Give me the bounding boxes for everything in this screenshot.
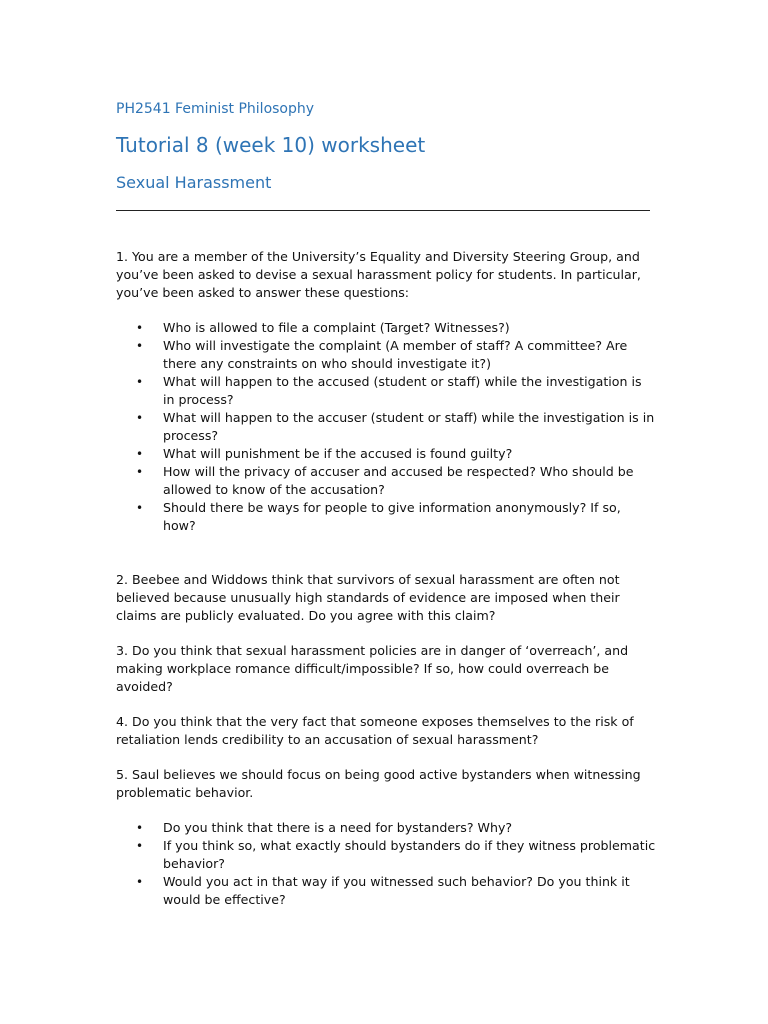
question-4: 4. Do you think that the very fact that someone exposes themselves to the risk of retaliation lends credibility to an accusation of sexual harassment? [116,714,634,747]
list-item: • How will the privacy of accuser and accused be respected? Who should be allowed to know of the accusation? [136,464,634,497]
question-5: 5. Saul believes we should focus on being good active bystanders when witnessing problematic behavior. [116,767,641,800]
question-1-bullet-list [116,319,656,535]
bullet-icon: • [136,375,144,389]
question-5-bullet-list [116,819,656,909]
list-item: • Should there be ways for people to give information anonymously? If so, how? [136,500,621,533]
list-item: • What will punishment be if the accused is found guilty? [136,446,513,461]
bullet-icon: • [136,839,144,853]
list-item: • Would you act in that way if you witnessed such behavior? Do you think it would be effective? [136,874,630,907]
bullet-icon: • [136,875,144,889]
question-1: 1. You are a member of the University’s Equality and Diversity Steering Group, and you’ve been asked to devise a sexual harassment policy for students. In particular, you’ve been asked to answer these questions: [116,249,641,300]
bullet-icon: • [136,465,144,479]
list-item: • What will happen to the accused (student or staff) while the investigation is in process? [136,374,642,407]
bullet-icon: • [136,821,144,835]
worksheet-title: Tutorial 8 (week 10) worksheet [116,133,426,157]
bullet-icon: • [136,411,144,425]
list-item: • Do you think that there is a need for bystanders? Why? [136,820,513,835]
list-item: • Who is allowed to file a complaint (Target? Witnesses?) [136,320,510,335]
bullet-icon: • [136,321,144,335]
list-item: • Who will investigate the complaint (A member of staff? A committee? Are there any constraints on who should investigate it?) [136,338,628,371]
course-heading: PH2541 Feminist Philosophy [116,101,315,117]
worksheet-body [116,248,656,909]
list-item: • What will happen to the accuser (student or staff) while the investigation is in process? [136,410,655,443]
bullet-icon: • [136,447,144,461]
list-item: • If you think so, what exactly should bystanders do if they witness problematic behavior? [136,838,656,871]
question-2: 2. Beebee and Widdows think that survivors of sexual harassment are often not believed because unusually high standards of evidence are imposed when their claims are publicly evaluated. Do you agree with this claim? [116,572,620,623]
bullet-icon: • [136,501,144,515]
question-3: 3. Do you think that sexual harassment policies are in danger of ‘overreach’, and making workplace romance difficult/impossible? If so, how could overreach be avoided? [116,643,629,694]
topic-subtitle: Sexual Harassment [116,173,272,192]
horizontal-rule [116,210,650,211]
bullet-icon: • [136,339,144,353]
